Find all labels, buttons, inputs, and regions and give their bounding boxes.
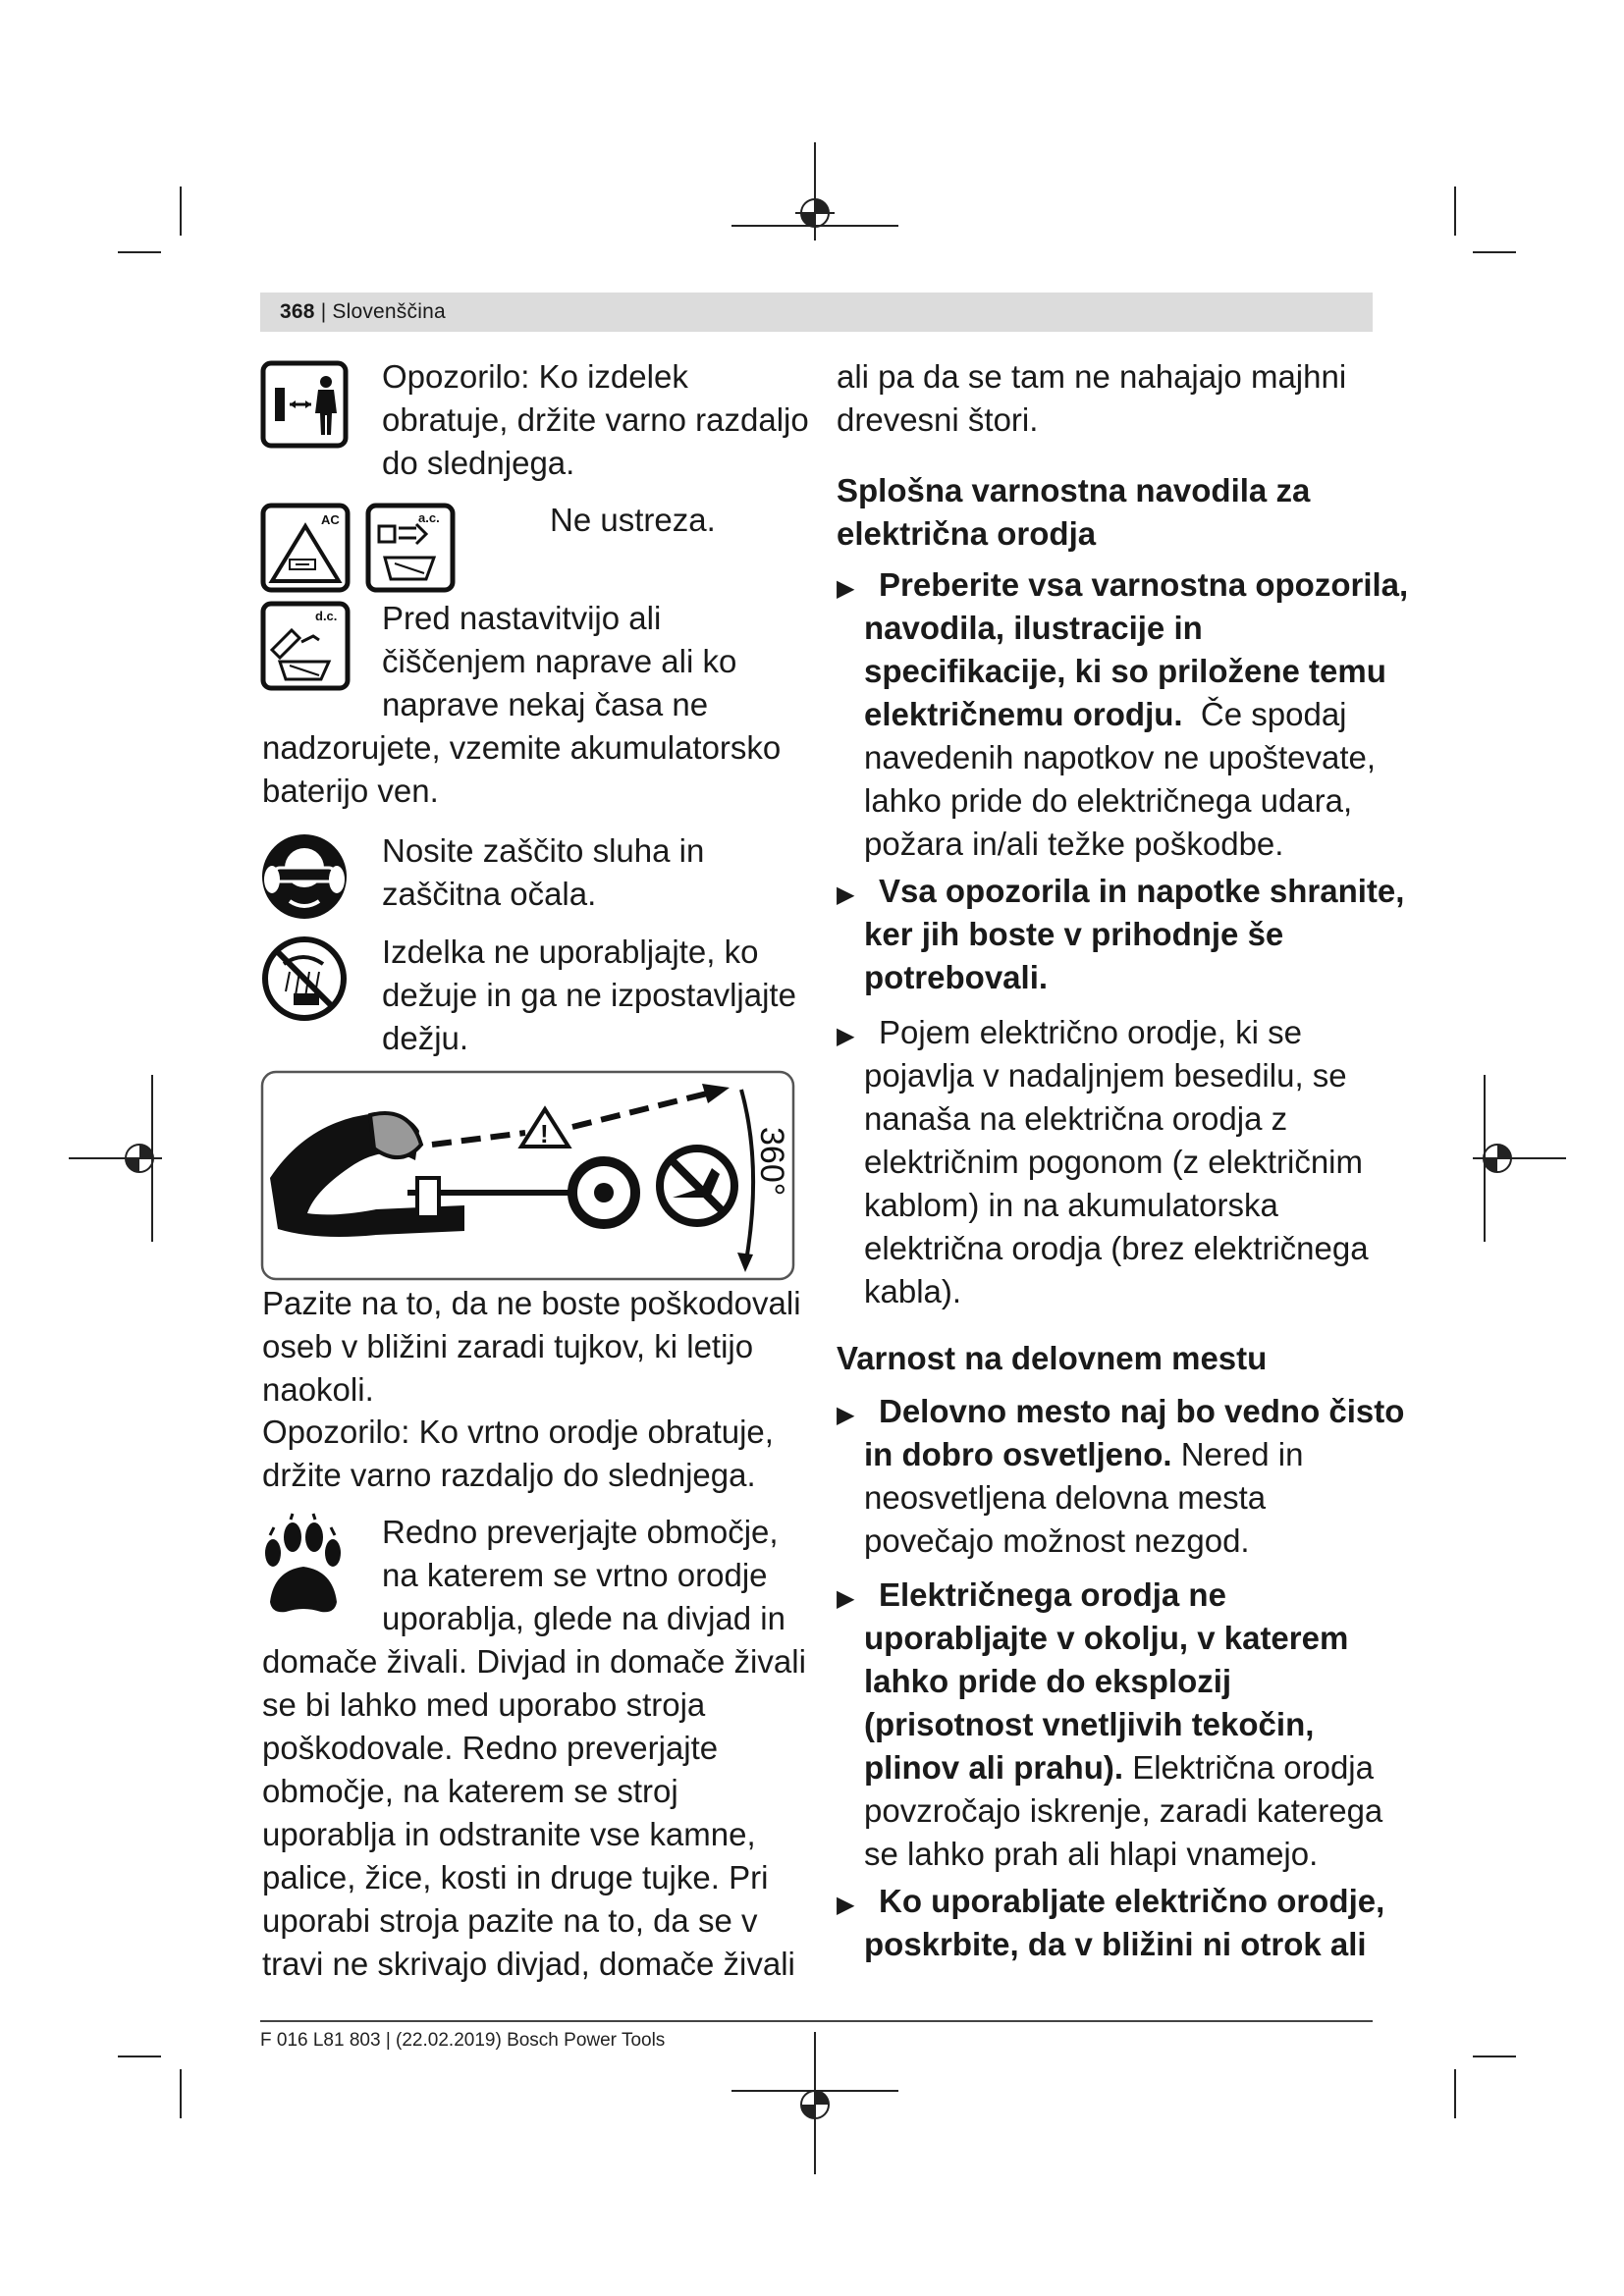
keep-distance-icon: [260, 360, 349, 449]
battery-text: Pred nastavitvijo ali čiščenjem naprave ali ko naprave nekaj časa ne: [382, 600, 737, 722]
ac-label: AC: [321, 512, 340, 527]
rotation-360-label: 360°: [753, 1127, 790, 1197]
bullet-arrow-5: ▶: [837, 1585, 855, 1612]
bullet-arrow-2: ▶: [837, 881, 855, 908]
heading-general-safety: Splošna varnostna navodila za električna orodja: [837, 472, 1311, 552]
heading-workplace-safety: Varnost na delovnem mestu: [837, 1340, 1268, 1376]
bullet-arrow-3: ▶: [837, 1023, 855, 1049]
ac-plug-label: a.c.: [418, 510, 440, 525]
not-applicable-text: Ne ustreza.: [550, 502, 716, 538]
footer-text: F 016 L81 803 | (22.02.2019) Bosch Power Tools: [260, 2030, 666, 2051]
right-continued-text: ali pa da se tam ne nahajajo majhni drevesni štori.: [837, 358, 1347, 438]
header-separator: |: [320, 300, 327, 323]
no-rain-icon: [260, 934, 349, 1023]
bullet-2-text: Vsa opozorila in napotke shranite, ker jih boste v prihodnje še potrebovali.: [864, 873, 1405, 995]
animals-text-body: domače živali. Divjad in domače živali se bi lahko med uporabo stroja poškodovale. Redno preverjajte območje, na katerem se stroj uporablja in odstranite vse kamne, palice, žice, kosti in druge tujke. Pri uporabi stroja pazite na to, da se v travi ne skrivajo divjad, domače živali: [262, 1643, 806, 1982]
bullet-arrow-6: ▶: [837, 1892, 855, 1918]
page-number: 368: [280, 300, 315, 323]
ac-plug-icon: [365, 503, 456, 593]
battery-text-continued: nadzorujete, vzemite akumulatorsko baterijo ven.: [262, 729, 782, 809]
ear-protection-goggles-icon: [260, 832, 349, 921]
dc-label: d.c.: [315, 609, 338, 623]
dc-battery-icon: [260, 601, 351, 691]
header-language: Slovenščina: [332, 300, 446, 323]
bullet-arrow-4: ▶: [837, 1402, 855, 1428]
registration-target-bottom: [727, 2032, 903, 2179]
animal-paw-icon: [258, 1520, 347, 1618]
header: [280, 300, 446, 324]
warning-distance-text: Opozorilo: Ko izdelek obratuje, držite varno razdaljo do slednjega.: [382, 358, 809, 481]
bullet-1-text: Preberite vsa varnostna opozorila, navodila, ilustracije in specifikacije, ki so priložene temu električnemu orodju. Če spodaj navedenih napotkov ne upoštevate, lahko pride do električnega udara, požara in/ali težke poškodbe.: [864, 566, 1409, 862]
thrown-objects-pictogram: [260, 1070, 795, 1281]
bullet-5-text: Električnega orodja ne uporabljajte v okolju, v katerem lahko pride do eksplozij (prisotnost vnetljivih tekočin, plinov ali prahu). Električna orodja povzročajo iskrenje, zaradi katerega se lahko prah ali hlapi vnamejo.: [864, 1576, 1383, 1872]
garden-warning-text: Opozorilo: Ko vrtno orodje obratuje, držite varno razdaljo do slednjega.: [262, 1414, 774, 1493]
hearing-protection-text: Nosite zaščito sluha in zaščitna očala.: [382, 832, 705, 912]
ac-warning-icon: [260, 503, 351, 593]
bullet-4-text: Delovno mesto naj bo vedno čisto in dobro osvetljeno. Nered in neosvetljena delovna mesta povečajo možnost nezgod.: [864, 1393, 1405, 1559]
registration-target-top: [727, 137, 903, 245]
bullet-arrow-1: ▶: [837, 575, 855, 602]
no-rain-text: Izdelka ne uporabljajte, ko dežuje in ga ne izpostavljajte dežju.: [382, 934, 796, 1056]
svg-text:!: !: [540, 1119, 549, 1148]
debris-text: Pazite na to, da ne boste poškodovali oseb v bližini zaradi tujkov, ki letijo naokoli.: [262, 1285, 801, 1408]
bullet-6-text: Ko uporabljate električno orodje, poskrbite, da v bližini ni otrok ali: [864, 1883, 1385, 1962]
footer-rule: [260, 2020, 1373, 2022]
registration-target-left: [64, 1070, 172, 1247]
animals-text-head: Redno preverjajte območje, na katerem se vrtno orodje uporablja, glede na divjad in: [382, 1514, 785, 1636]
bullet-3-text: Pojem električno orodje, ki se pojavlja v nadaljnjem besedilu, se nanaša na električna orodja z električnim pogonom (z električnim kablom) in na akumulatorska električna orodja (brez električnega kabla).: [864, 1014, 1369, 1309]
registration-target-right: [1463, 1070, 1571, 1247]
